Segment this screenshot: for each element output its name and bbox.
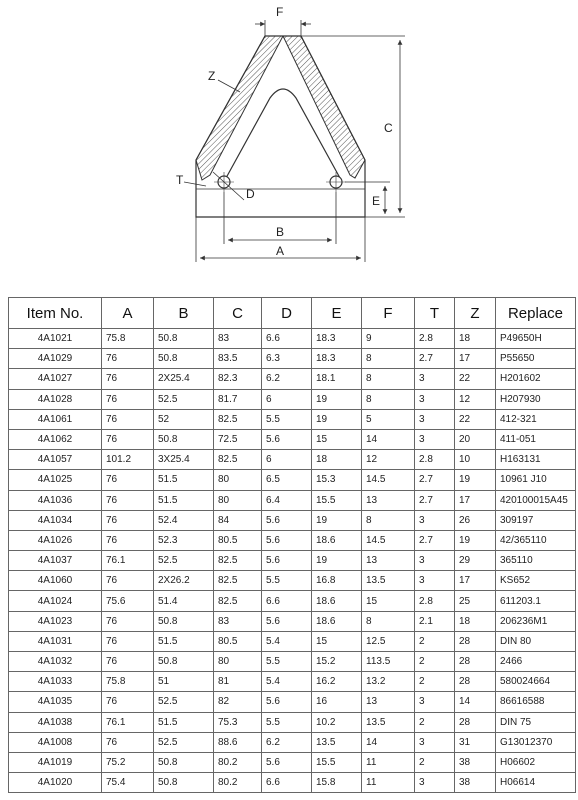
cell-z: 28 — [455, 712, 496, 732]
cell-t: 2 — [415, 752, 455, 772]
cell-f: 12 — [362, 450, 415, 470]
table-row — [9, 349, 576, 369]
cell-z: 20 — [455, 429, 496, 449]
cell-c: 82.5 — [214, 409, 262, 429]
cell-t: 2.7 — [415, 470, 455, 490]
cell-item-no: 4A1034 — [9, 510, 102, 530]
label-b: B — [276, 225, 285, 239]
cell-replace: 10961 J10 — [496, 470, 576, 490]
cell-replace: H06614 — [496, 773, 576, 793]
cell-c: 80 — [214, 470, 262, 490]
cell-replace: DIN 75 — [496, 712, 576, 732]
header-e: E — [312, 298, 362, 329]
cell-e: 16.8 — [312, 571, 362, 591]
cell-e: 19 — [312, 389, 362, 409]
cell-c: 80.5 — [214, 631, 262, 651]
label-a: A — [276, 244, 285, 258]
cell-z: 25 — [455, 591, 496, 611]
cell-c: 80 — [214, 652, 262, 672]
cell-d: 6.6 — [262, 773, 312, 793]
table-row — [9, 773, 576, 793]
cell-e: 13.5 — [312, 732, 362, 752]
cell-e: 18.6 — [312, 591, 362, 611]
label-t: T — [176, 173, 184, 187]
cell-a: 101.2 — [102, 450, 154, 470]
cell-d: 5.6 — [262, 692, 312, 712]
cell-b: 51.5 — [154, 470, 214, 490]
cell-f: 15 — [362, 591, 415, 611]
cell-a: 76.1 — [102, 712, 154, 732]
cell-t: 2 — [415, 631, 455, 651]
cell-z: 18 — [455, 329, 496, 349]
cell-replace: 611203.1 — [496, 591, 576, 611]
cell-b: 52.5 — [154, 732, 214, 752]
cell-e: 19 — [312, 510, 362, 530]
cell-a: 76 — [102, 732, 154, 752]
cell-b: 52.5 — [154, 692, 214, 712]
table-row — [9, 369, 576, 389]
cell-e: 18.6 — [312, 530, 362, 550]
cell-replace: 365110 — [496, 551, 576, 571]
label-d: D — [246, 187, 255, 201]
cell-d: 6.4 — [262, 490, 312, 510]
cell-z: 26 — [455, 510, 496, 530]
cell-e: 15.3 — [312, 470, 362, 490]
cell-a: 75.2 — [102, 752, 154, 772]
cell-replace: KS652 — [496, 571, 576, 591]
cell-b: 52.4 — [154, 510, 214, 530]
cell-z: 17 — [455, 490, 496, 510]
cell-replace: H06602 — [496, 752, 576, 772]
cell-a: 76 — [102, 571, 154, 591]
cell-z: 28 — [455, 631, 496, 651]
cell-b: 52.5 — [154, 551, 214, 571]
header-replace: Replace — [496, 298, 576, 329]
blade-technical-drawing — [0, 0, 578, 290]
cell-item-no: 4A1031 — [9, 631, 102, 651]
cell-d: 6 — [262, 389, 312, 409]
cell-z: 22 — [455, 409, 496, 429]
cell-b: 50.8 — [154, 611, 214, 631]
cell-a: 76 — [102, 652, 154, 672]
cell-d: 6.2 — [262, 369, 312, 389]
cell-e: 19 — [312, 409, 362, 429]
cell-c: 81 — [214, 672, 262, 692]
table-row — [9, 450, 576, 470]
table-row — [9, 692, 576, 712]
cell-replace: 42/365110 — [496, 530, 576, 550]
cell-f: 11 — [362, 773, 415, 793]
cell-t: 2.8 — [415, 591, 455, 611]
table-row — [9, 329, 576, 349]
cell-a: 76 — [102, 429, 154, 449]
label-f: F — [276, 5, 284, 19]
cell-t: 2 — [415, 652, 455, 672]
header-z: Z — [455, 298, 496, 329]
cell-f: 11 — [362, 752, 415, 772]
cell-replace: H201602 — [496, 369, 576, 389]
cell-z: 19 — [455, 470, 496, 490]
cell-b: 3X25.4 — [154, 450, 214, 470]
cell-replace: 206236M1 — [496, 611, 576, 631]
header-a: A — [102, 298, 154, 329]
cell-a: 75.4 — [102, 773, 154, 793]
cell-c: 80.5 — [214, 530, 262, 550]
cell-item-no: 4A1061 — [9, 409, 102, 429]
cell-f: 13 — [362, 692, 415, 712]
cell-item-no: 4A1019 — [9, 752, 102, 772]
header-c: C — [214, 298, 262, 329]
cell-e: 15 — [312, 631, 362, 651]
cell-t: 3 — [415, 551, 455, 571]
table-header-row — [9, 298, 576, 329]
cell-c: 80 — [214, 490, 262, 510]
cell-f: 8 — [362, 510, 415, 530]
cell-item-no: 4A1032 — [9, 652, 102, 672]
table-body — [9, 329, 576, 793]
cell-f: 14 — [362, 429, 415, 449]
table-row — [9, 631, 576, 651]
cell-t: 3 — [415, 571, 455, 591]
cell-t: 3 — [415, 692, 455, 712]
table-row — [9, 551, 576, 571]
cell-t: 2.8 — [415, 450, 455, 470]
cell-a: 76 — [102, 470, 154, 490]
cell-a: 76 — [102, 510, 154, 530]
cell-z: 12 — [455, 389, 496, 409]
cell-item-no: 4A1020 — [9, 773, 102, 793]
cell-d: 5.6 — [262, 429, 312, 449]
cell-item-no: 4A1008 — [9, 732, 102, 752]
cell-b: 50.8 — [154, 349, 214, 369]
cell-t: 3 — [415, 369, 455, 389]
table-row — [9, 490, 576, 510]
cell-f: 13.5 — [362, 571, 415, 591]
cell-f: 8 — [362, 389, 415, 409]
cell-c: 84 — [214, 510, 262, 530]
cell-item-no: 4A1029 — [9, 349, 102, 369]
cell-z: 22 — [455, 369, 496, 389]
label-e: E — [372, 194, 381, 208]
cell-replace: 411-051 — [496, 429, 576, 449]
cell-a: 76 — [102, 530, 154, 550]
cell-t: 3 — [415, 409, 455, 429]
table-row — [9, 752, 576, 772]
cell-replace: 86616588 — [496, 692, 576, 712]
table-row — [9, 510, 576, 530]
cell-replace: DIN 80 — [496, 631, 576, 651]
cell-z: 17 — [455, 349, 496, 369]
cell-t: 2.7 — [415, 490, 455, 510]
cell-d: 5.6 — [262, 510, 312, 530]
cell-b: 51.5 — [154, 631, 214, 651]
cell-item-no: 4A1062 — [9, 429, 102, 449]
cell-f: 14 — [362, 732, 415, 752]
cell-z: 18 — [455, 611, 496, 631]
cell-b: 52.5 — [154, 389, 214, 409]
cell-item-no: 4A1037 — [9, 551, 102, 571]
cell-d: 6.6 — [262, 591, 312, 611]
cell-f: 13.2 — [362, 672, 415, 692]
cell-d: 5.4 — [262, 631, 312, 651]
cell-b: 52.3 — [154, 530, 214, 550]
header-f: F — [362, 298, 415, 329]
cell-d: 6.3 — [262, 349, 312, 369]
cell-a: 76 — [102, 631, 154, 651]
cell-item-no: 4A1021 — [9, 329, 102, 349]
cell-a: 76 — [102, 369, 154, 389]
cell-d: 5.6 — [262, 611, 312, 631]
cell-replace: G13012370 — [496, 732, 576, 752]
cell-c: 80.2 — [214, 773, 262, 793]
cell-z: 19 — [455, 530, 496, 550]
cell-z: 17 — [455, 571, 496, 591]
cell-item-no: 4A1023 — [9, 611, 102, 631]
cell-e: 16 — [312, 692, 362, 712]
cell-f: 8 — [362, 369, 415, 389]
cell-c: 75.3 — [214, 712, 262, 732]
cell-a: 76 — [102, 611, 154, 631]
cell-a: 76 — [102, 349, 154, 369]
cell-item-no: 4A1038 — [9, 712, 102, 732]
cell-f: 12.5 — [362, 631, 415, 651]
cell-f: 13 — [362, 490, 415, 510]
cell-e: 18 — [312, 450, 362, 470]
cell-t: 2 — [415, 672, 455, 692]
cell-a: 76 — [102, 692, 154, 712]
cell-replace: 420100015A45 — [496, 490, 576, 510]
cell-d: 5.5 — [262, 652, 312, 672]
cell-b: 52 — [154, 409, 214, 429]
cell-b: 50.8 — [154, 773, 214, 793]
table-row — [9, 530, 576, 550]
cell-c: 83.5 — [214, 349, 262, 369]
cell-replace: 309197 — [496, 510, 576, 530]
cell-z: 14 — [455, 692, 496, 712]
header-t: T — [415, 298, 455, 329]
cell-z: 38 — [455, 752, 496, 772]
cell-f: 14.5 — [362, 530, 415, 550]
cell-f: 8 — [362, 611, 415, 631]
cell-d: 5.6 — [262, 752, 312, 772]
cell-e: 15.5 — [312, 490, 362, 510]
cell-e: 15.8 — [312, 773, 362, 793]
cell-d: 5.5 — [262, 409, 312, 429]
cell-d: 5.6 — [262, 530, 312, 550]
cell-replace: P49650H — [496, 329, 576, 349]
cell-e: 18.6 — [312, 611, 362, 631]
cell-c: 72.5 — [214, 429, 262, 449]
cell-c: 83 — [214, 611, 262, 631]
cell-e: 15.2 — [312, 652, 362, 672]
cell-replace: 412-321 — [496, 409, 576, 429]
cell-b: 51.4 — [154, 591, 214, 611]
table-row — [9, 571, 576, 591]
table-row — [9, 712, 576, 732]
cell-t: 3 — [415, 429, 455, 449]
cell-c: 82.5 — [214, 591, 262, 611]
header-item-no: Item No. — [9, 298, 102, 329]
cell-a: 76 — [102, 389, 154, 409]
cell-b: 50.8 — [154, 752, 214, 772]
cell-b: 50.8 — [154, 429, 214, 449]
cell-f: 13 — [362, 551, 415, 571]
cell-a: 75.8 — [102, 672, 154, 692]
table-row — [9, 389, 576, 409]
header-d: D — [262, 298, 312, 329]
cell-b: 51.5 — [154, 712, 214, 732]
cell-b: 50.8 — [154, 652, 214, 672]
cell-e: 18.3 — [312, 329, 362, 349]
cell-d: 5.5 — [262, 712, 312, 732]
cell-a: 76 — [102, 409, 154, 429]
cell-d: 5.6 — [262, 551, 312, 571]
spec-table — [8, 297, 576, 793]
cell-c: 82.5 — [214, 450, 262, 470]
cell-e: 18.3 — [312, 349, 362, 369]
cell-b: 51 — [154, 672, 214, 692]
cell-t: 3 — [415, 510, 455, 530]
cell-z: 29 — [455, 551, 496, 571]
cell-c: 88.6 — [214, 732, 262, 752]
table-row — [9, 409, 576, 429]
cell-item-no: 4A1027 — [9, 369, 102, 389]
cell-f: 9 — [362, 329, 415, 349]
cell-t: 2.8 — [415, 329, 455, 349]
cell-b: 2X25.4 — [154, 369, 214, 389]
cell-e: 15.5 — [312, 752, 362, 772]
cell-z: 10 — [455, 450, 496, 470]
cell-f: 113.5 — [362, 652, 415, 672]
cell-d: 6.6 — [262, 329, 312, 349]
cell-d: 6 — [262, 450, 312, 470]
dimension-f — [255, 20, 311, 38]
cell-e: 18.1 — [312, 369, 362, 389]
cell-item-no: 4A1033 — [9, 672, 102, 692]
cell-t: 2.7 — [415, 349, 455, 369]
header-b: B — [154, 298, 214, 329]
cell-item-no: 4A1028 — [9, 389, 102, 409]
table-row — [9, 429, 576, 449]
cell-c: 82.5 — [214, 571, 262, 591]
cell-item-no: 4A1024 — [9, 591, 102, 611]
cell-item-no: 4A1026 — [9, 530, 102, 550]
cell-item-no: 4A1035 — [9, 692, 102, 712]
cell-c: 81.7 — [214, 389, 262, 409]
cell-f: 8 — [362, 349, 415, 369]
cell-z: 38 — [455, 773, 496, 793]
cell-item-no: 4A1060 — [9, 571, 102, 591]
cell-a: 75.8 — [102, 329, 154, 349]
cell-d: 6.2 — [262, 732, 312, 752]
cell-replace: H163131 — [496, 450, 576, 470]
cell-f: 13.5 — [362, 712, 415, 732]
cell-d: 5.5 — [262, 571, 312, 591]
cell-z: 31 — [455, 732, 496, 752]
cell-replace: 2466 — [496, 652, 576, 672]
cell-f: 5 — [362, 409, 415, 429]
cell-c: 80.2 — [214, 752, 262, 772]
cell-c: 82.5 — [214, 551, 262, 571]
table-row — [9, 672, 576, 692]
table-row — [9, 652, 576, 672]
cell-b: 2X26.2 — [154, 571, 214, 591]
cell-c: 82 — [214, 692, 262, 712]
cell-c: 83 — [214, 329, 262, 349]
cell-t: 2 — [415, 712, 455, 732]
cell-item-no: 4A1036 — [9, 490, 102, 510]
cell-f: 14.5 — [362, 470, 415, 490]
cell-a: 76.1 — [102, 551, 154, 571]
cell-b: 51.5 — [154, 490, 214, 510]
cell-e: 16.2 — [312, 672, 362, 692]
cell-t: 2.7 — [415, 530, 455, 550]
cell-t: 3 — [415, 389, 455, 409]
cell-d: 5.4 — [262, 672, 312, 692]
label-c: C — [384, 121, 393, 135]
cell-t: 2.1 — [415, 611, 455, 631]
label-z: Z — [208, 69, 216, 83]
cell-c: 82.3 — [214, 369, 262, 389]
table-row — [9, 591, 576, 611]
cell-item-no: 4A1057 — [9, 450, 102, 470]
cell-z: 28 — [455, 672, 496, 692]
cell-a: 76 — [102, 490, 154, 510]
cell-e: 10.2 — [312, 712, 362, 732]
cell-d: 6.5 — [262, 470, 312, 490]
cell-e: 15 — [312, 429, 362, 449]
cell-a: 75.6 — [102, 591, 154, 611]
cell-item-no: 4A1025 — [9, 470, 102, 490]
cell-e: 19 — [312, 551, 362, 571]
cell-b: 50.8 — [154, 329, 214, 349]
cell-replace: 580024664 — [496, 672, 576, 692]
cell-z: 28 — [455, 652, 496, 672]
cell-t: 3 — [415, 773, 455, 793]
table-row — [9, 470, 576, 490]
cell-t: 3 — [415, 732, 455, 752]
table-row — [9, 732, 576, 752]
cell-replace: H207930 — [496, 389, 576, 409]
table-row — [9, 611, 576, 631]
cell-replace: P55650 — [496, 349, 576, 369]
